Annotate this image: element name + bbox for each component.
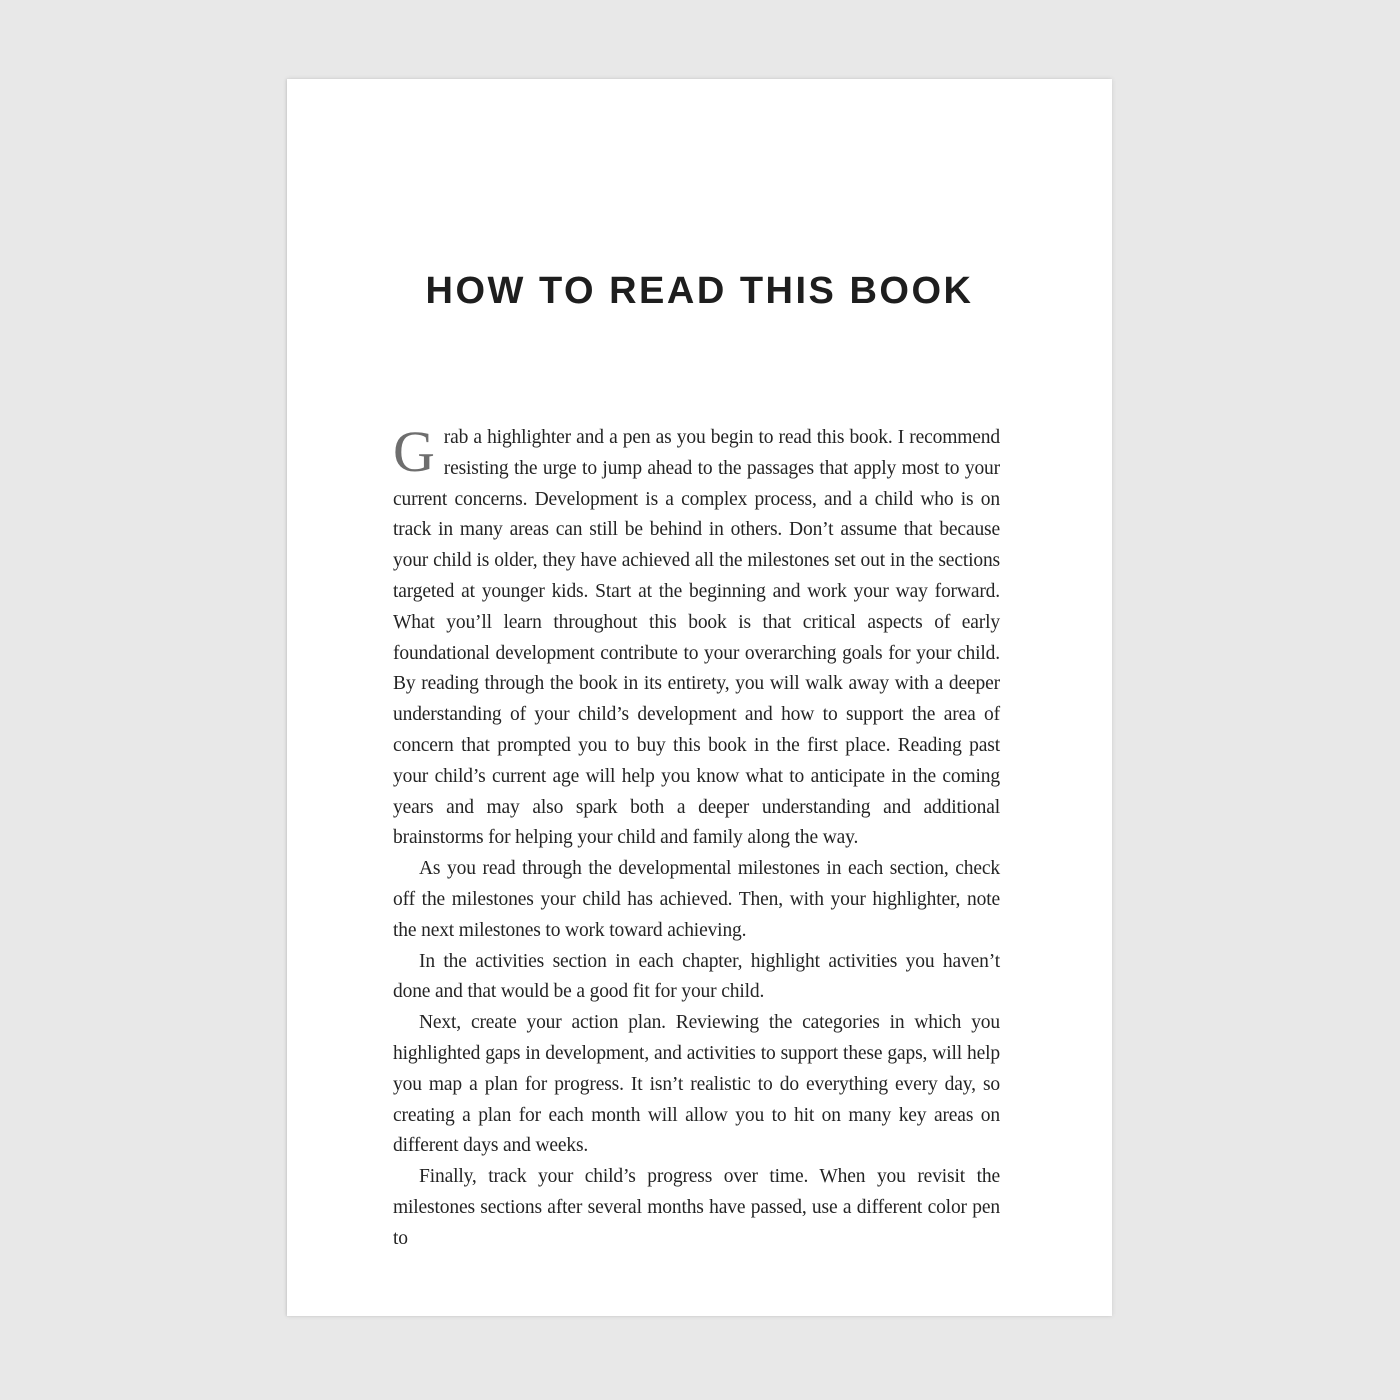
paragraph-text: rab a highlighter and a pen as you begin to read this book. I recommend resisting the urge to jump ahead to the passages that apply most to your current concerns. Development is a complex process, and a child who is on track in many areas can still be behind in others. Don’t assume that because your child is older, they have achieved all the milestones set out in the sections targeted at younger kids. Start at the beginning and work your way forward. What you’ll learn throughout this book is that critical aspects of early foundational development contribute to your overarching goals for your child. By reading through the book in its entirety, you will walk away with a deeper understanding of your child’s development and how to support the area of concern that prompted you to buy this book in the first place. Reading past your child’s current age will help you know what to anticipate in the coming years and may also spark both a deeper understanding and additional brainstorms for helping your child and family along the way. bbox=[393, 427, 1000, 849]
paragraph: As you read through the developmental milestones in each section, check off the milestones your child has achieved. Then, with your highlighter, note the next milestones to work toward achieving. bbox=[393, 858, 1000, 941]
page-title: HOW TO READ THIS BOOK bbox=[425, 270, 974, 312]
paragraph: Finally, track your child’s progress over time. When you revisit the milestones sections after several months have passed, use a different color pen to bbox=[393, 1166, 1000, 1249]
paragraph bbox=[393, 419, 1000, 854]
body-text bbox=[393, 419, 1000, 1255]
paragraph: In the activities section in each chapter, highlight activities you haven’t done and that would be a good fit for your child. bbox=[393, 950, 1000, 1003]
paragraph: Next, create your action plan. Reviewing the categories in which you highlighted gaps in development, and activities to support these gaps, will help you map a plan for progress. It isn’t realistic to do everything every day, so creating a plan for each month will allow you to hit on many key areas on different days and weeks. bbox=[393, 1012, 1000, 1157]
book-page bbox=[287, 79, 1112, 1316]
drop-cap: G bbox=[393, 419, 435, 484]
